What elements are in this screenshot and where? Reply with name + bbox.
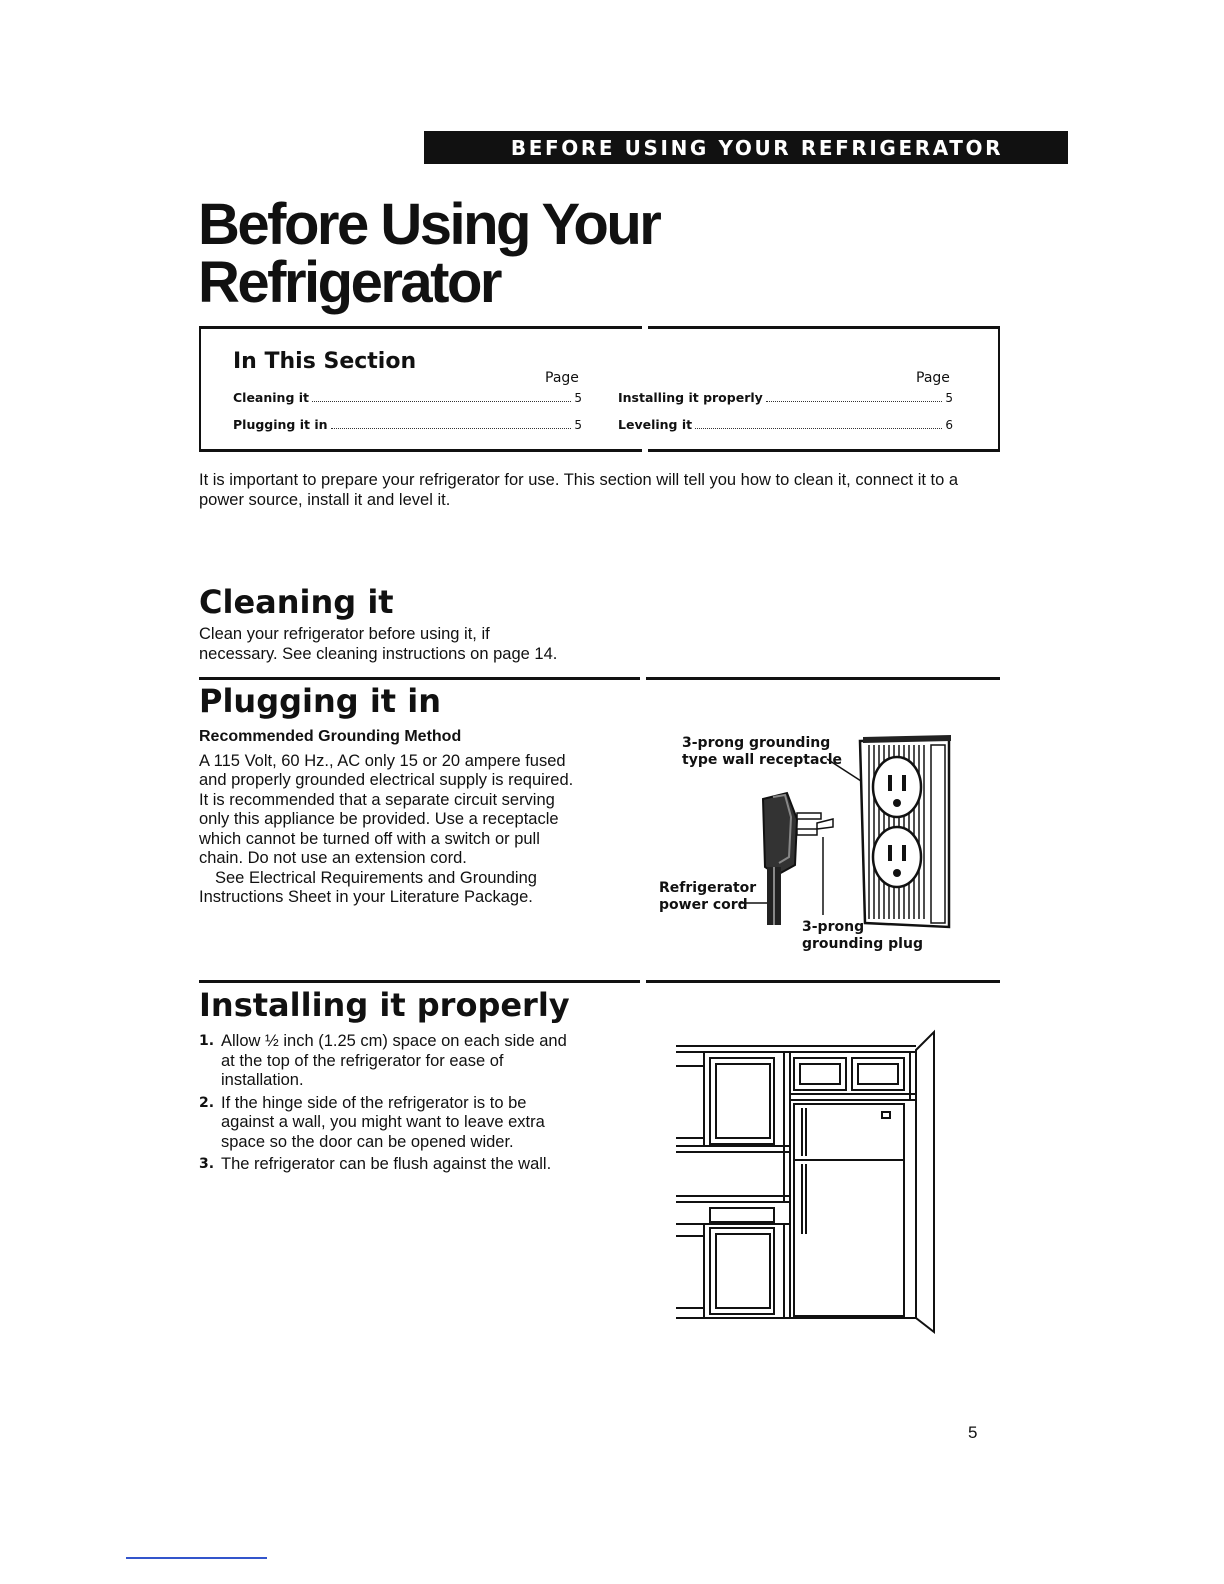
power-cord-label-line-2: power cord — [659, 897, 748, 913]
step-text: If the hinge side of the refrigerator is to be against a wall, you might want to leave extra space so the door can be opened wider. — [221, 1093, 545, 1151]
page-title-line-1: Before Using Your — [198, 192, 660, 257]
step-text: Allow ½ inch (1.25 cm) space on each side and at the top of the refrigerator for ease of installation. — [221, 1032, 567, 1089]
toc-entry-page: 5 — [574, 418, 582, 432]
step-number: 3. — [199, 1156, 215, 1172]
toc-leader-dots — [331, 428, 572, 429]
grounding-subheading: Recommended Grounding Method — [199, 728, 462, 745]
grounding-plug-label-line-1: 3-prong — [802, 919, 865, 935]
toc-right-column — [618, 390, 953, 435]
step-number: 2. — [199, 1094, 215, 1111]
footnote-rule — [126, 1557, 267, 1559]
toc-entry-cleaning[interactable] — [233, 390, 582, 408]
toc-page-header-right: Page — [916, 370, 950, 386]
toc-entry-label: Installing it properly — [618, 390, 763, 405]
installing-heading: Installing it properly — [199, 986, 570, 1024]
step-text: The refrigerator can be flush against the wall. — [221, 1155, 552, 1173]
toc-leader-dots — [766, 401, 943, 402]
toc-entry-plugging[interactable] — [233, 417, 582, 435]
installation-step — [199, 1032, 574, 1091]
refrigerator-installation-figure — [672, 1028, 942, 1336]
toc-left-column — [233, 390, 582, 435]
toc-entry-page: 5 — [574, 391, 582, 405]
section-rule — [199, 677, 1000, 680]
page-title — [198, 192, 660, 315]
grounding-plug-label-line-2: grounding plug — [802, 936, 923, 952]
receptacle-label — [682, 735, 842, 769]
plugging-body — [199, 727, 579, 908]
box-bottom-gap — [642, 449, 648, 452]
power-cord-label-line-1: Refrigerator — [659, 880, 757, 896]
section-banner — [424, 131, 1068, 164]
installation-steps — [199, 1032, 574, 1178]
toc-leader-dots — [312, 401, 571, 402]
intro-paragraph: It is important to prepare your refrigerator for use. This section will tell you how to clean it, connect it to a power source, install it and level it. — [199, 471, 959, 509]
toc-entry-label: Cleaning it — [233, 390, 310, 405]
toc-entry-page: 5 — [945, 391, 953, 405]
toc-entry-label: Leveling it — [618, 417, 693, 432]
grounding-plug-figure — [655, 727, 965, 957]
section-rule — [199, 980, 1000, 983]
section-banner-text: BEFORE USING YOUR REFRIGERATOR — [510, 135, 1004, 160]
toc-leader-dots — [695, 428, 942, 429]
receptacle-label-line-2: type wall receptacle — [682, 752, 843, 768]
page-number: 5 — [968, 1423, 978, 1442]
grounding-reference: See Electrical Requirements and Grounding Instructions Sheet in your Literature Package. — [199, 868, 537, 906]
grounding-paragraph: A 115 Volt, 60 Hz., AC only 15 or 20 ampere fused and properly grounded electrical supply is required. It is recommended that a separate circuit serving only this appliance be provided. Use a receptacle which cannot be turned off with a switch or pull chain. Do not use an extension cord. — [199, 751, 574, 867]
toc-entry-label: Plugging it in — [233, 417, 328, 432]
plugging-heading: Plugging it in — [199, 682, 441, 720]
cleaning-heading: Cleaning it — [199, 583, 394, 621]
power-cord-label — [659, 880, 756, 914]
toc-heading: In This Section — [233, 349, 417, 374]
installation-step — [199, 1094, 574, 1153]
in-this-section-box — [199, 326, 1000, 452]
toc-page-header-left: Page — [545, 370, 579, 386]
page-title-line-2: Refrigerator — [198, 250, 500, 315]
cleaning-text: Clean your refrigerator before using it, if necessary. See cleaning instructions on page 14. — [199, 625, 558, 663]
toc-entry-leveling[interactable] — [618, 417, 953, 435]
grounding-plug-label — [802, 919, 923, 953]
installation-step — [199, 1155, 574, 1175]
toc-entry-installing[interactable] — [618, 390, 953, 408]
box-top-gap — [642, 326, 648, 329]
toc-entry-page: 6 — [945, 418, 953, 432]
receptacle-label-line-1: 3-prong grounding — [682, 735, 831, 751]
step-number: 1. — [199, 1033, 215, 1049]
